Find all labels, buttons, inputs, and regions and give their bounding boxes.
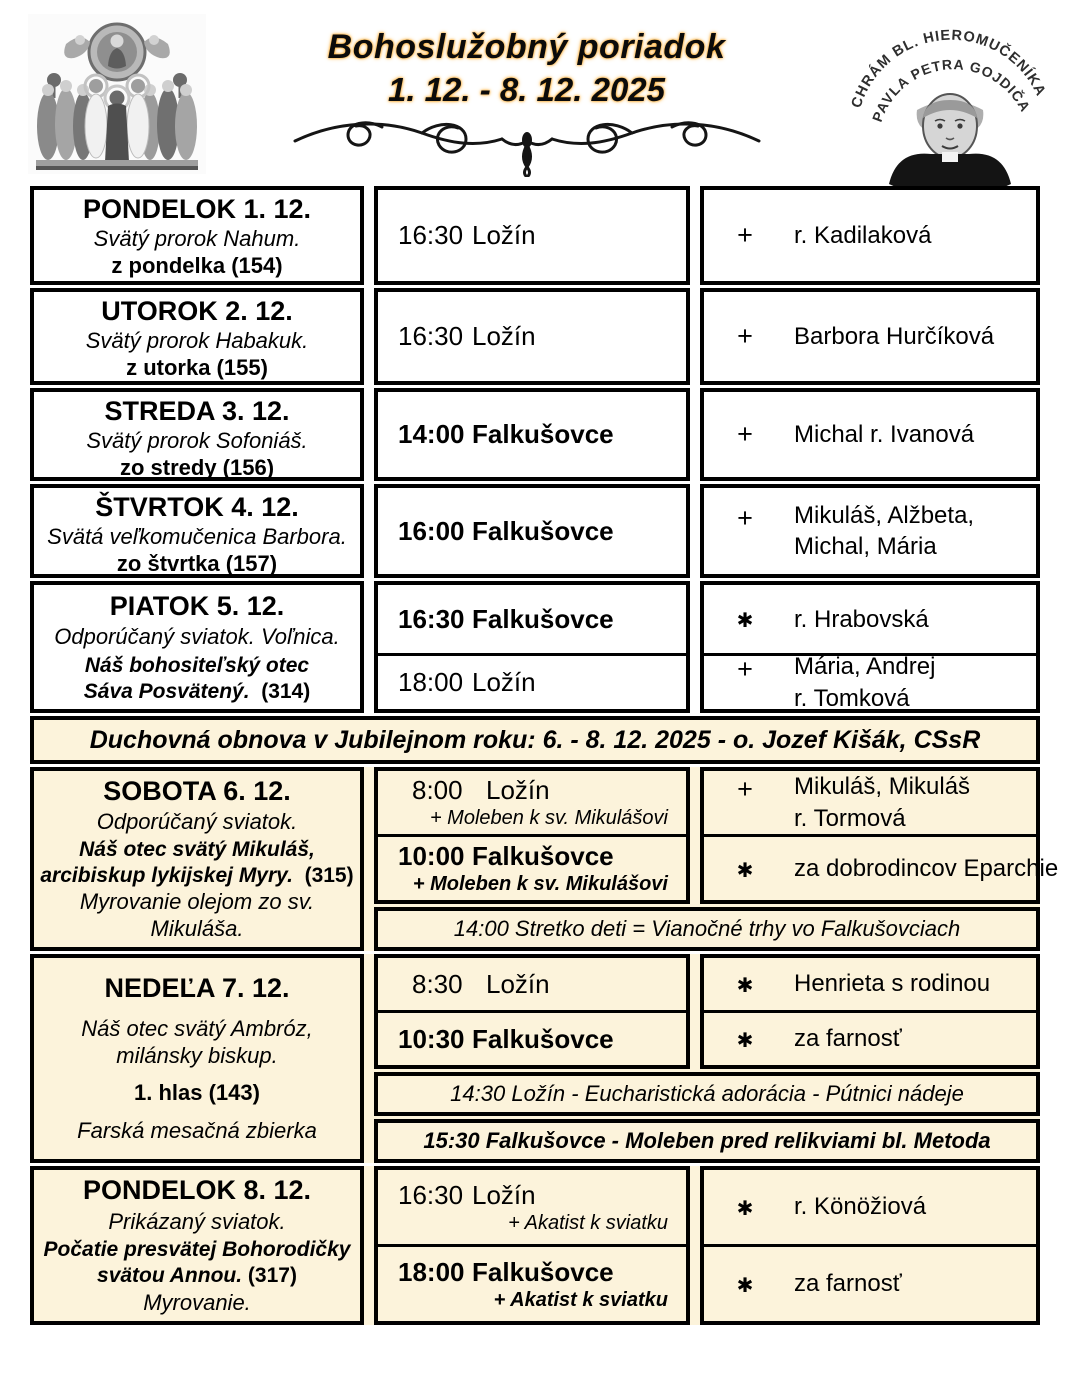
- feast-line: Svätý prorok Nahum.: [93, 225, 301, 251]
- service-place: Falkušovce: [472, 1256, 614, 1287]
- parish-logo: [847, 14, 1053, 186]
- feast-lines: Náš otec svätý Ambróz, milánsky biskup.: [81, 1015, 313, 1068]
- day-cell: [30, 581, 364, 713]
- service-cell: [378, 771, 686, 834]
- schedule-table: [0, 186, 1069, 1325]
- service-time: 10:30: [398, 1023, 465, 1054]
- day-cell: [30, 1166, 364, 1325]
- intention-column: [700, 581, 1040, 713]
- service-cell: [374, 388, 690, 481]
- deceased-cross-symbol: +: [737, 418, 753, 449]
- service-place: Ložín: [486, 775, 550, 805]
- intention-column: [700, 767, 1059, 904]
- intention-name: r. Tomková: [794, 684, 910, 712]
- day-title: STREDA 3. 12.: [104, 396, 290, 426]
- logo-arc-bottom-text: PAVLA PETRA GOJDIČA: [868, 56, 1034, 124]
- title-block: [206, 14, 847, 177]
- day-title: UTOROK 2. 12.: [101, 296, 293, 326]
- intention-cell: [700, 484, 1040, 578]
- service-place: Ložín: [486, 968, 550, 999]
- intention-star-symbol: ✱: [736, 610, 754, 633]
- afternoon-note-cell: [374, 907, 1040, 951]
- intention-name: Mikuláš, Mikuláš: [794, 773, 971, 801]
- service-note: + Akatist k sviatku: [493, 1288, 668, 1311]
- service-time: 16:30: [398, 220, 464, 250]
- intention-name: r. Hrabovská: [794, 605, 929, 633]
- intention-cell: [704, 771, 1036, 834]
- service-column: [374, 767, 690, 904]
- date-range: 1. 12. - 8. 12. 2025: [387, 71, 666, 108]
- page-header: [0, 0, 1069, 186]
- service-place: Ložín: [472, 220, 536, 250]
- intention-star-symbol: ✱: [736, 1198, 754, 1220]
- service-place: Ložín: [472, 667, 536, 698]
- intention-name: Henrieta s rodinou: [794, 970, 991, 998]
- afternoon-note: 14:30 Ložín - Eucharistická adorácia - Pútnici nádeje: [450, 1081, 964, 1106]
- intention-name: Barbora Hurčíková: [794, 322, 995, 350]
- service-cell: [378, 958, 686, 1010]
- day-title: ŠTVRTOK 4. 12.: [95, 492, 299, 522]
- intention-name: Michal, Mária: [794, 533, 937, 560]
- feast-line: Svätá veľkomučenica Barbora.: [47, 523, 347, 549]
- page-title: Bohoslužobný poriadok: [327, 28, 726, 66]
- service-place: Falkušovce: [472, 603, 614, 634]
- service-cell: [378, 834, 686, 900]
- service-time: 8:00: [412, 775, 463, 805]
- intention-cell: [700, 288, 1040, 385]
- intention-star-symbol: ✱: [736, 859, 754, 882]
- intention-name: Mária, Andrej: [794, 653, 936, 681]
- service-note: + Moleben k sv. Mikulášovi: [412, 873, 668, 895]
- schedule-row-wednesday-3: [30, 388, 1040, 481]
- deceased-cross-symbol: +: [737, 502, 753, 533]
- feast-name-lines: Počatie presvätej Bohorodičky svätou Annou. (317): [43, 1238, 351, 1287]
- service-column: [374, 581, 690, 713]
- services-area: [374, 767, 1059, 951]
- service-time: 16:00: [398, 515, 465, 546]
- intention-name: r. Kadilaková: [794, 221, 932, 249]
- schedule-row-thursday-4: [30, 484, 1040, 578]
- intention-star-symbol: ✱: [736, 1030, 754, 1052]
- intention-name: Mikuláš, Alžbeta,: [794, 501, 975, 529]
- service-place: Falkušovce: [472, 419, 614, 449]
- feast-name-lines: Náš otec svätý Mikuláš, arcibiskup lykijskej Myry. (315): [40, 837, 354, 887]
- intention-name: za farnosť: [794, 1025, 902, 1053]
- service-time: 16:30: [398, 603, 465, 634]
- schedule-row-monday-1: [30, 186, 1040, 285]
- schedule-row-tuesday-2: [30, 288, 1040, 385]
- service-place: Falkušovce: [472, 515, 614, 546]
- feast-name-lines: Náš bohositeľský otec Sáva Posvätený. (314): [83, 654, 311, 703]
- service-time: 14:00: [398, 419, 465, 449]
- service-time: 16:30: [398, 1179, 464, 1210]
- intention-name: za farnosť: [794, 1270, 902, 1298]
- tone-line: zo stredy (156): [119, 454, 275, 480]
- feast-line: Prikázaný sviatok.: [108, 1208, 286, 1234]
- intention-column: [700, 954, 1040, 1069]
- intention-cell: [704, 653, 1036, 712]
- schedule-row-monday-8: [30, 1166, 1040, 1325]
- intention-cell: [704, 1244, 1036, 1321]
- flourish-divider-icon: [287, 111, 767, 177]
- deceased-cross-symbol: +: [737, 219, 753, 250]
- myrovanie-line: Myrovanie.: [143, 1289, 251, 1315]
- myrovanie-line: Myrovanie olejom zo sv. Mikuláša.: [79, 889, 315, 942]
- schedule-row-friday-5: [30, 581, 1040, 713]
- day-cell: [30, 954, 364, 1163]
- service-place: Falkušovce: [472, 1023, 614, 1054]
- tone-line: z pondelka (154): [111, 252, 283, 278]
- services-area: [374, 954, 1040, 1163]
- intention-name: r. Könöžiová: [794, 1193, 927, 1221]
- intention-cell: [700, 388, 1040, 481]
- service-place: Falkušovce: [472, 841, 614, 871]
- intention-star-symbol: ✱: [736, 1275, 754, 1297]
- schedule-row-saturday-6: [30, 767, 1059, 951]
- service-note: + Moleben k sv. Mikulášovi: [429, 807, 668, 829]
- day-cell: [30, 288, 364, 385]
- intention-cell: [704, 1170, 1036, 1244]
- afternoon-note: 14:00 Stretko deti = Vianočné trhy vo Falkušovciach: [453, 916, 961, 941]
- service-time: 16:30: [398, 321, 464, 351]
- schedule-row-sunday-7: [30, 954, 1040, 1163]
- tone-line: 1. hlas (143): [134, 1080, 260, 1106]
- service-cell: [378, 1010, 686, 1065]
- afternoon-note-cell: [374, 1119, 1040, 1163]
- service-cell: [378, 1244, 686, 1321]
- intention-cell: [700, 186, 1040, 285]
- service-time: 10:00: [398, 841, 465, 871]
- tone-line: z utorka (155): [126, 354, 268, 380]
- day-title: PIATOK 5. 12.: [109, 590, 285, 621]
- day-title: PONDELOK 1. 12.: [82, 194, 312, 224]
- gojdic-portrait: [889, 94, 1011, 186]
- feast-line: Svätý prorok Sofoniáš.: [86, 427, 308, 453]
- service-cell: [378, 653, 686, 709]
- service-cell: [374, 288, 690, 385]
- feast-line: Odporúčaný sviatok. Voľnica.: [54, 624, 340, 650]
- service-cell: [374, 484, 690, 578]
- service-cell: [374, 186, 690, 285]
- deceased-cross-symbol: +: [737, 320, 753, 351]
- feast-line: Svätý prorok Habakuk.: [85, 327, 309, 353]
- retreat-banner-text: Duchovná obnova v Jubilejnom roku: 6. - 8. 12. 2025 - o. Jozef Kišák, CSsR: [89, 725, 981, 754]
- intention-star-symbol: ✱: [736, 975, 754, 997]
- collection-line: Farská mesačná zbierka: [77, 1118, 317, 1144]
- afternoon-note-cell: [374, 1072, 1040, 1116]
- intention-cell: [704, 585, 1036, 653]
- service-column: [374, 1166, 690, 1325]
- service-time: 8:30: [412, 968, 463, 999]
- service-time: 18:00: [398, 1256, 465, 1287]
- logo-arc-top-text: CHRÁM BL. HIEROMUČENÍKA: [848, 27, 1049, 111]
- intention-cell: [704, 834, 1059, 900]
- service-time: 18:00: [398, 667, 464, 698]
- deceased-cross-symbol: +: [737, 654, 753, 685]
- retreat-banner: [30, 716, 1040, 764]
- day-title: SOBOTA 6. 12.: [103, 776, 291, 807]
- day-title: PONDELOK 8. 12.: [82, 1175, 312, 1206]
- service-cell: [378, 1170, 686, 1244]
- intention-name: r. Tormová: [794, 804, 906, 832]
- intention-name: za dobrodincov Eparchie: [794, 854, 1059, 882]
- tone-line: zo štvrtka (157): [116, 550, 278, 576]
- intention-name: Michal r. Ivanová: [794, 420, 975, 448]
- intention-cell: [704, 958, 1036, 1010]
- feast-line: Odporúčaný sviatok.: [96, 809, 298, 835]
- service-note: + Akatist k sviatku: [508, 1211, 668, 1234]
- service-place: Ložín: [472, 1179, 536, 1210]
- service-column: [374, 954, 690, 1069]
- day-cell: [30, 767, 364, 951]
- day-cell: [30, 186, 364, 285]
- intention-cell: [704, 1010, 1036, 1065]
- afternoon-note: 15:30 Falkušovce - Moleben pred relikviami bl. Metoda: [423, 1128, 991, 1153]
- day-cell: [30, 388, 364, 481]
- day-cell: [30, 484, 364, 578]
- service-place: Ložín: [472, 321, 536, 351]
- intention-column: [700, 1166, 1040, 1325]
- retreat-banner-row: [30, 716, 1040, 764]
- deceased-cross-symbol: +: [737, 774, 753, 805]
- ascension-icon: [28, 14, 206, 174]
- day-title: NEDEĽA 7. 12.: [104, 972, 290, 1003]
- service-cell: [378, 585, 686, 653]
